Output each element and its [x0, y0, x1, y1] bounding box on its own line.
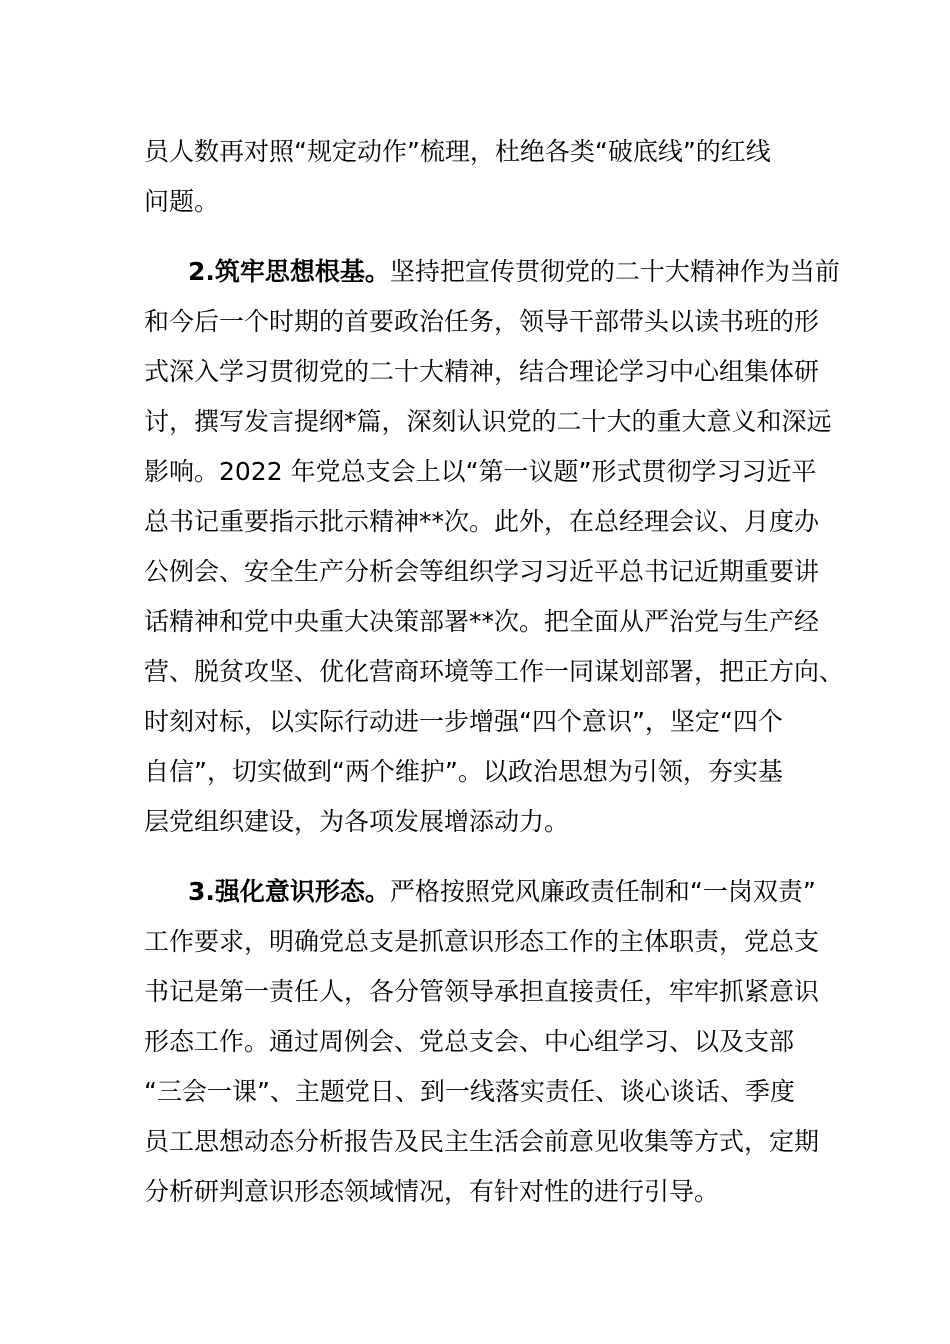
text-line: 影响。2022 年党总支会上以“第一议题”形式贯彻学习习近平	[144, 457, 817, 486]
text-line: 层党组织建设，为各项发展增添动力。	[144, 807, 570, 836]
text-line: 公例会、安全生产分析会等组织学习习近平总书记近期重要讲	[144, 557, 820, 586]
text-line: 员工思想动态分析报告及民主生活会前意见收集等方式，定期	[144, 1127, 820, 1156]
text-line: 式深入学习贯彻党的二十大精神，结合理论学习中心组集体研	[144, 357, 820, 386]
document-body	[144, 127, 845, 1217]
text-line: 问题。	[144, 187, 220, 216]
section-heading: 3.强化意识形态。	[188, 877, 390, 906]
text-line: 时刻对标，以实际行动进一步增强“四个意识”，坚定“四个	[144, 707, 783, 736]
text-line: 总书记重要指示批示精神**次。此外，在总经理会议、月度办	[144, 507, 820, 536]
text-line-content: 坚持把宣传贯彻党的二十大精神作为当前	[389, 257, 840, 286]
text-line: 营、脱贫攻坚、优化营商环境等工作一同谋划部署，把正方向、	[144, 657, 845, 686]
text-line	[144, 867, 816, 917]
text-line: 自信”，切实做到“两个维护”。以政治思想为引领，夯实基	[144, 757, 783, 786]
text-line-content: 严格按照党风廉政责任制和“一岗双责”	[389, 877, 816, 906]
paragraph-continuation	[144, 127, 812, 227]
text-line: 讨，撰写发言提纲*篇，深刻认识党的二十大的重大意义和深远	[144, 407, 832, 436]
text-line: 工作要求，明确党总支是抓意识形态工作的主体职责，党总支	[144, 927, 820, 956]
text-line: 员人数再对照“规定动作”梳理，杜绝各类“破底线”的红线	[144, 137, 771, 166]
text-line: 书记是第一责任人，各分管领导承担直接责任，牢牢抓紧意识	[144, 977, 820, 1006]
section-heading: 2.筑牢思想根基。	[188, 257, 390, 286]
text-line: 形态工作。通过周例会、党总支会、中心组学习、以及支部	[144, 1027, 795, 1056]
text-line	[144, 247, 840, 297]
text-line: 分析研判意识形态领域情况，有针对性的进行引导。	[144, 1177, 720, 1206]
text-line: 和今后一个时期的首要政治任务，领导干部带头以读书班的形	[144, 307, 820, 336]
paragraph-ideology-form	[144, 867, 820, 1217]
paragraph-strengthen-ideology	[144, 247, 845, 847]
text-line: 话精神和党中央重大决策部署**次。把全面从严治党与生产经	[144, 607, 820, 636]
text-line: “三会一课”、主题党日、到一线落实责任、谈心谈话、季度	[144, 1077, 795, 1106]
